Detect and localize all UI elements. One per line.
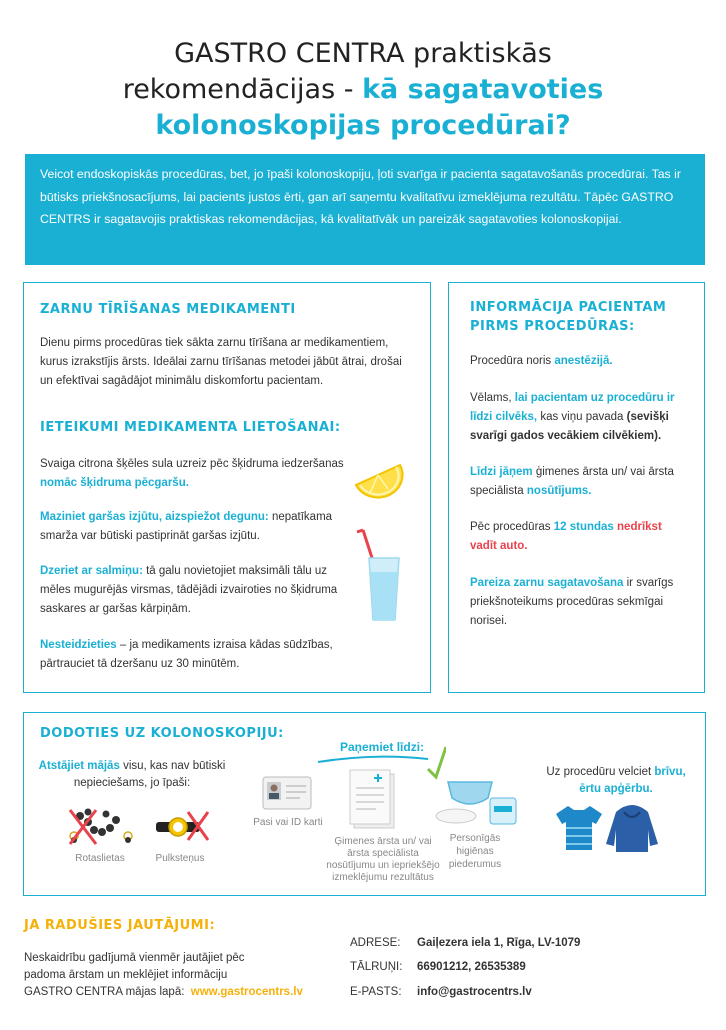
tips-title: IETEIKUMI MEDIKAMENTA LIETOŠANAI: <box>40 420 341 435</box>
contact-text <box>24 950 344 1001</box>
info-companion-text-a: Vēlams, <box>470 392 512 404</box>
title-line2-accent: kā sagatavoties <box>362 74 604 105</box>
info-driving-warning: nedrīkst vadīt auto. <box>470 521 662 552</box>
meds-title: ZARNU TĪRĪŠANAS MEDIKAMENTI <box>40 302 296 317</box>
tip-straw-text: tā galu novietojiet maksimāli tālu uz mēles mugurējās virsmas, tādējādi izvairoties no šķidruma saskares ar garšas kārpiņām. <box>40 565 338 615</box>
hygiene-label: Personīgās higiēnas piederumus <box>448 833 502 870</box>
info-title-line2: PIRMS PROCEDŪRAS: <box>470 319 635 334</box>
clothes-accent: brīvu, ērtu apģērbu. <box>579 766 686 795</box>
info-preparation <box>470 574 690 631</box>
tip-straw <box>40 562 340 619</box>
info-preparation-text: ir svarīgs priekšnoteikums procedūras sekmīgai norisei. <box>470 577 674 627</box>
intro-banner: Veicot endoskopiskās procedūras, bet, jo īpaši kolonoskopiju, ļoti svarīga ir pacienta sagatavošanās procedūrai. Tas ir būtisks priekšnosacījums, lai pacients justos ērti, gan arī saņemtu kvalitatīvu izmeklējuma rezultātu. Tāpēc GASTRO CENTRS ir sagatavojis praktiskas rekomendācijas, kā kvalitatīvāk un pareizāk sagatavoties kolonoskopijai. <box>25 154 705 265</box>
contact-text-line2: padoma ārstam un meklējiet informāciju <box>24 969 228 981</box>
leave-home <box>32 758 232 792</box>
passport-label: Pasi vai ID karti <box>253 817 323 828</box>
info-companion-accent: lai pacientam uz procedūru ir līdzi cilvēks, <box>470 392 675 423</box>
info-anesthesia-text: Procedūra noris <box>470 355 552 367</box>
lemon-icon <box>350 455 406 505</box>
title-line2-plain: rekomendācijas - <box>122 74 363 105</box>
page-title <box>0 36 726 144</box>
info-driving-text: Pēc procedūras <box>470 521 551 533</box>
tip-nose-accent: Maziniet garšas izjūtu, aizspiežot degunu: <box>40 511 269 523</box>
document-icon <box>348 768 400 830</box>
tip-lemon-text: Svaiga citrona šķēles sula uzreiz pēc šķidruma iedzeršanas <box>40 458 344 470</box>
watch-icon <box>154 808 210 844</box>
tip-slow <box>40 636 380 674</box>
tip-nose-text: nepatīkama smarža var būtiski pastiprināt garšas izjūtu. <box>40 511 333 542</box>
tip-straw-accent: Dzeriet ar salmiņu: <box>40 565 143 577</box>
going-title: DODOTIES UZ KOLONOSKOPIJU: <box>40 726 284 741</box>
title-line3-accent: kolonoskopijas procedūrai? <box>155 110 571 141</box>
jewelry-label: Rotaslietas <box>75 853 125 864</box>
clothes-text: Uz procedūru velciet <box>546 766 652 778</box>
meds-text: Dienu pirms procedūras tiek sākta zarnu tīrīšana ar medikamentiem, kurus izrakstījis ārsts. Ideālai zarnu tīrīšanas metodei jābūt ātrai, drošai un efektīvai sagādājot minimālu diskomfortu pacientam. <box>40 337 402 387</box>
clothes-icon <box>552 800 662 854</box>
info-referral-accent-b: nosūtījums. <box>526 485 592 497</box>
info-driving <box>470 518 685 556</box>
leave-home-accent: Atstājiet mājās <box>38 760 120 772</box>
info-preparation-accent: Pareiza zarnu sagatavošana <box>470 577 624 589</box>
tip-lemon <box>40 455 370 493</box>
address-value: Gaiļezera iela 1, Rīga, LV-1079 <box>417 937 581 949</box>
email-label: E-PASTS: <box>350 986 402 998</box>
info-companion-bold: (sevišķi svarīgi gados vecākiem cilvēkiem). <box>470 411 669 442</box>
contact-text-line3: GASTRO CENTRA mājas lapā: <box>24 986 185 998</box>
phone-value[interactable]: 66901212, 26535389 <box>417 961 526 973</box>
title-line1: GASTRO CENTRA praktiskās <box>174 38 552 69</box>
website-link[interactable]: www.gastrocentrs.lv <box>190 986 303 998</box>
info-companion-text-b: kas viņu pavada <box>540 411 624 423</box>
email-value[interactable]: info@gastrocentrs.lv <box>417 986 532 998</box>
tip-lemon-accent: nomāc šķidruma pēcgaršu. <box>40 477 189 489</box>
tip-slow-text: – ja medikaments izraisa kādas sūdzības, pārtrauciet tā dzeršanu uz 30 minūtēm. <box>40 639 333 670</box>
phone-label: TĀLRUŅI: <box>350 961 403 973</box>
contact-title: JA RADUŠIES JAUTĀJUMI: <box>24 918 216 933</box>
referral-label: Ģimenes ārsta un/ vai ārsta speciālista nosūtījumu un iepriekšējo izmeklējumu rezultātus <box>326 836 440 883</box>
tip-nose <box>40 508 340 546</box>
info-anesthesia-accent: anestēzijā. <box>554 355 613 367</box>
hygiene-icon <box>432 776 522 830</box>
glass-straw-icon <box>355 528 405 623</box>
watch-label: Pulksteņus <box>155 853 205 864</box>
address-label: ADRESE: <box>350 937 401 949</box>
leave-home-text: visu, kas nav būtiski nepieciešams, jo īpaši: <box>73 760 226 789</box>
clothes-advice <box>536 764 696 798</box>
info-title-line1: INFORMĀCIJA PACIENTAM <box>470 300 667 315</box>
info-referral-accent-a: Līdzi jāņem <box>470 466 533 478</box>
info-title <box>470 298 666 336</box>
info-companion <box>470 389 695 446</box>
bring-title: Paņemiet līdzi: <box>340 740 425 754</box>
jewelry-icon <box>66 806 138 846</box>
info-referral-text: ģimenes ārsta un/ vai ārsta speciālista <box>470 466 674 497</box>
info-referral <box>470 463 685 501</box>
contact-text-line1: Neskaidrību gadījumā vienmēr jautājiet pēc <box>24 952 245 964</box>
id-card-icon <box>262 776 312 810</box>
info-driving-accent: 12 stundas <box>553 521 614 533</box>
tip-slow-accent: Nesteidzieties <box>40 639 117 651</box>
info-anesthesia <box>470 352 690 371</box>
